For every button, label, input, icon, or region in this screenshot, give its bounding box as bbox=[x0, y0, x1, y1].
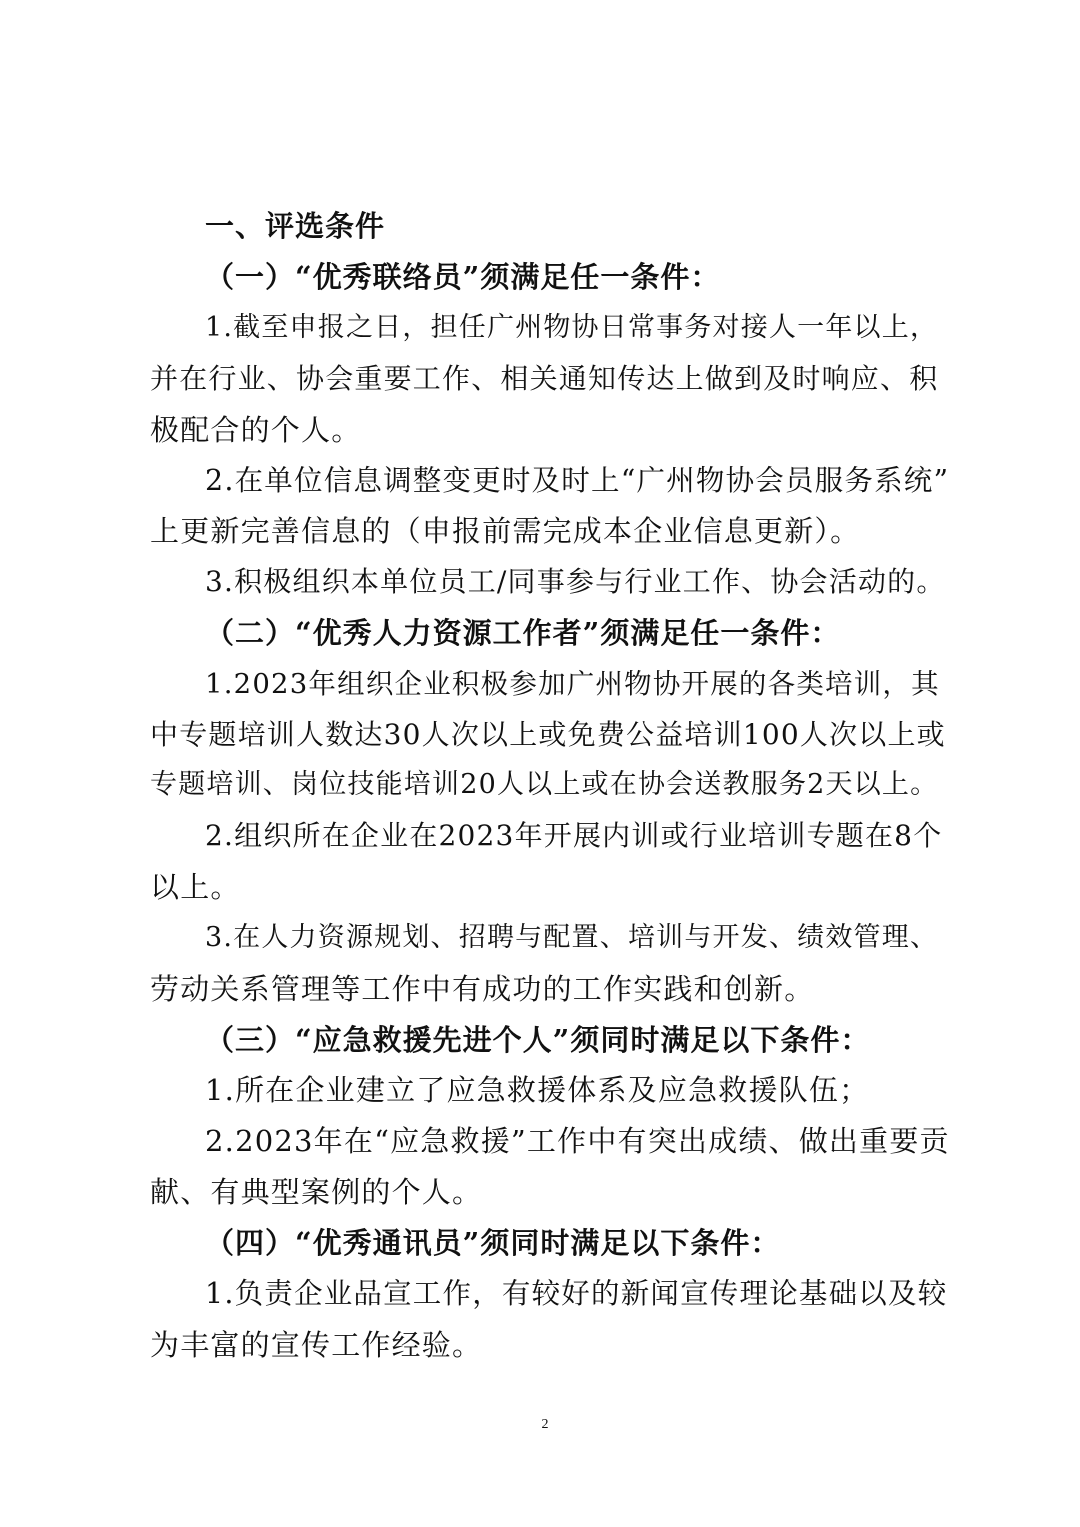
paragraph-line: 极配合的个人。 bbox=[150, 413, 362, 447]
paragraph-line: 上更新完善信息的（申报前需完成本企业信息更新）。 bbox=[150, 514, 861, 548]
subsection-heading-4: （四）“优秀通讯员”须同时满足以下条件： bbox=[205, 1226, 781, 1260]
page-number: 2 bbox=[541, 1417, 549, 1432]
paragraph-line: 1.负责企业品宣工作，有较好的新闻宣传理论基础以及较 bbox=[205, 1277, 948, 1310]
paragraph-line: 以上。 bbox=[150, 870, 241, 904]
subsection-heading-1: （一）“优秀联络员”须满足任一条件： bbox=[205, 260, 721, 294]
paragraph-line: 献、有典型案例的个人。 bbox=[150, 1175, 483, 1209]
paragraph-line: 1.2023年组织企业积极参加广州物协开展的各类培训，其 bbox=[205, 668, 940, 700]
paragraph-line: 并在行业、协会重要工作、相关通知传达上做到及时响应、积 bbox=[150, 362, 939, 395]
paragraph-line: 2.组织所在企业在2023年开展内训或行业培训专题在8个 bbox=[205, 819, 943, 852]
paragraph-line: 2.在单位信息调整变更时及时上“广州物协会员服务系统” bbox=[205, 464, 950, 497]
paragraph-line: 3.积极组织本单位员工/同事参与行业工作、协会活动的。 bbox=[205, 565, 946, 598]
subsection-heading-2: （二）“优秀人力资源工作者”须满足任一条件： bbox=[205, 616, 841, 650]
paragraph-line: 1.截至申报之日，担任广州物协日常事务对接人一年以上， bbox=[205, 312, 939, 343]
paragraph-line: 中专题培训人数达30人次以上或免费公益培训100人次以上或 bbox=[150, 718, 946, 751]
paragraph-line: 专题培训、岗位技能培训20人以上或在协会送教服务2天以上。 bbox=[150, 769, 939, 800]
paragraph-line: 3.在人力资源规划、招聘与配置、培训与开发、绩效管理、 bbox=[205, 922, 939, 953]
paragraph-line: 2.2023年在“应急救援”工作中有突出成绩、做出重要贡 bbox=[205, 1124, 950, 1158]
section-title: 一、评选条件 bbox=[205, 209, 386, 243]
paragraph-line: 为丰富的宣传工作经验。 bbox=[150, 1328, 483, 1362]
paragraph-line: 1.所在企业建立了应急救援体系及应急救援队伍； bbox=[205, 1073, 870, 1107]
subsection-heading-3: （三）“应急救援先进个人”须同时满足以下条件： bbox=[205, 1023, 871, 1057]
paragraph-line: 劳动关系管理等工作中有成功的工作实践和创新。 bbox=[150, 972, 815, 1006]
